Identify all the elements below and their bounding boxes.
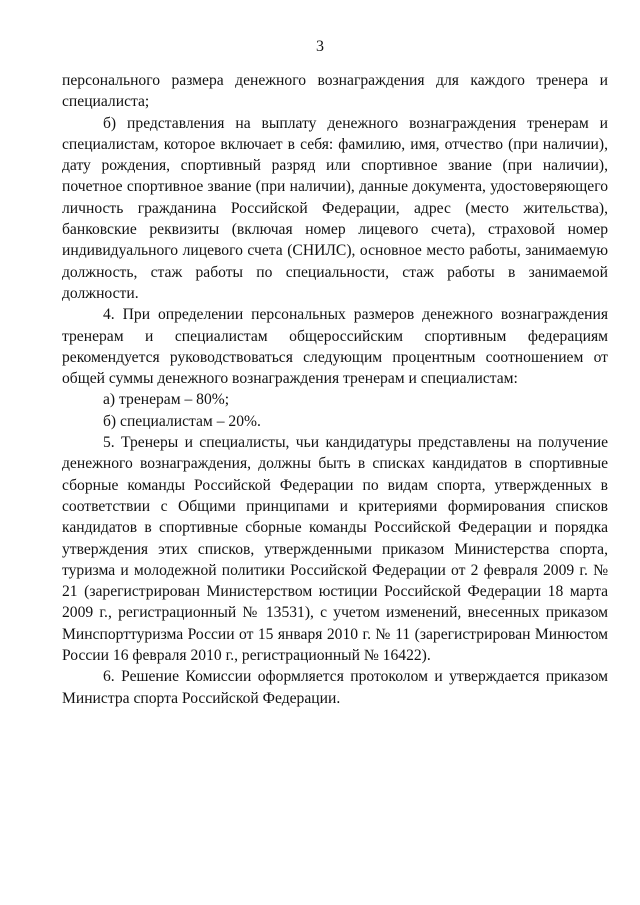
paragraph-6-decision: 6. Решение Комиссии оформляется протоколом и утверждается приказом Министра спорта Российской Федерации. — [62, 668, 608, 707]
paragraph-continuation: персонального размера денежного вознаграждения для каждого тренера и специалиста; — [62, 72, 608, 111]
page-number: 3 — [316, 38, 324, 55]
paragraph-item-b-submission: б) представления на выплату денежного вознаграждения тренерам и специалистам, которое включает в себя: фамилию, имя, отчество (при наличии), дату рождения, спортивный разряд или спортивное звание (при наличии), почетное спортивное звание (при наличии), данные документа, удостоверяющего личность гражданина Российской Федерации, адрес (место жительства), банковские реквизиты (включая номер лицевого счета), страховой номер индивидуального лицевого счета (СНИЛС), основное место работы, занимаемую должность, стаж работы по специальности, стаж работы в занимаемой должности. — [62, 114, 608, 302]
list-item-coaches-share: а) тренерам – 80%; — [103, 391, 230, 409]
document-body — [62, 70, 608, 709]
list-item-specialists-share: б) специалистам – 20%. — [103, 412, 261, 430]
paragraph-4-distribution: 4. При определении персональных размеров денежного вознаграждения тренерам и специалистам общероссийским спортивным федерациям рекомендуется руководствоваться следующим процентным соотношением от общей суммы денежного вознаграждения тренерам и специалистам: — [62, 306, 608, 388]
paragraph-5-candidates: 5. Тренеры и специалисты, чьи кандидатуры представлены на получение денежного вознаграждения, должны быть в списках кандидатов в спортивные сборные команды Российской Федерации по видам спорта, утвержденных в соответствии с Общими принципами и критериями формирования списков кандидатов в спортивные сборные команды Российской Федерации и порядка утверждения этих списков, утвержденными приказом Министерства спорта, туризма и молодежной политики Российской Федерации от 2 февраля 2009 г. № 21 (зарегистрирован Министерством юстиции Российской Федерации 18 марта 2009 г., регистрационный № 13531), с учетом изменений, внесенных приказом Минспорттуризма России от 15 января 2010 г. № 11 (зарегистрирован Минюстом России 16 февраля 2010 г., регистрационный № 16422). — [62, 434, 608, 665]
